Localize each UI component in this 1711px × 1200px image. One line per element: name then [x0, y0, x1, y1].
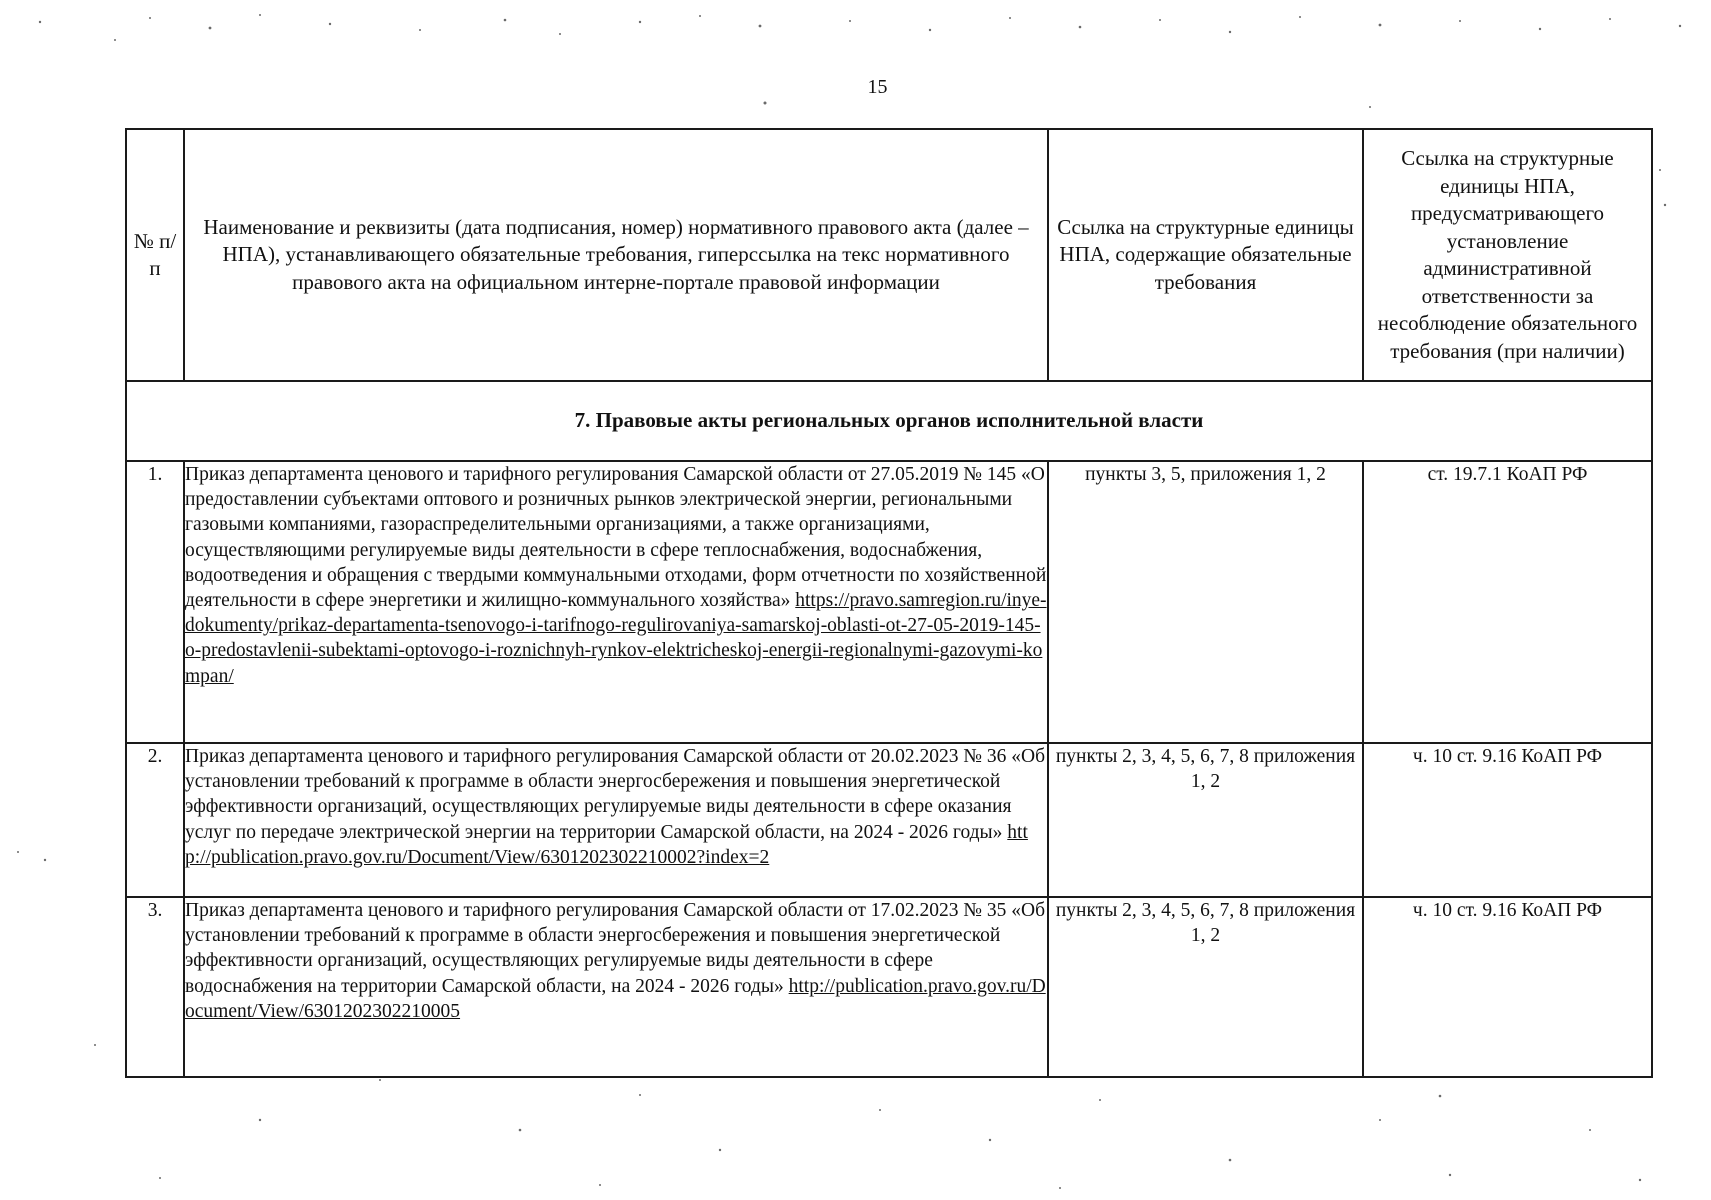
act-description: Приказ департамента ценового и тарифного регулирования Самарской области от 20.02.2023 № 36 «Об установлении требований к программе в области энергосбережения и повышения энергетической эффективности организаций, осуществляющих регулируемые виды деятельности в сфере оказания услуг по передаче электрической энергии на территории Самарской области, на 2024 - 2026 годы» [185, 746, 1046, 843]
responsibility-reference: ч. 10 ст. 9.16 КоАП РФ [1363, 743, 1652, 897]
row-number: 2. [126, 743, 184, 897]
table-row [126, 897, 1652, 1077]
page-number: 15 [867, 76, 888, 98]
act-hyperlink[interactable]: http://publication.pravo.gov.ru/Document/View/6301202302210005 [185, 975, 1046, 1022]
structural-units: пункты 2, 3, 4, 5, 6, 7, 8 приложения 1, 2 [1048, 897, 1363, 1077]
act-description: Приказ департамента ценового и тарифного регулирования Самарской области от 17.02.2023 № 35 «Об установлении требований к программе в области энергосбережения и повышения энергетической эффективности организаций, осуществляющих регулируемые виды деятельности в сфере водоснабжения на территории Самарской области, на 2024 - 2026 годы» [185, 900, 1046, 997]
regulations-table [125, 128, 1653, 1078]
act-cell [184, 897, 1048, 1077]
act-hyperlink[interactable]: http://publication.pravo.gov.ru/Document/View/6301202302210002?index=2 [185, 821, 1028, 868]
row-number: 1. [126, 461, 184, 743]
structural-units: пункты 3, 5, приложения 1, 2 [1048, 461, 1363, 743]
act-hyperlink[interactable]: https://pravo.samregion.ru/inye-dokumenty/prikaz-departamenta-tsenovogo-i-tarifnogo-regulirovaniya-samarskoj-oblasti-ot-27-05-2019-145-o-predostavlenii-subektami-optovogo-i-roznichnyh-rynkov-elektricheskoj-energii-regionalnymi-gazovymi-kompan/ [185, 590, 1047, 687]
header-structural-units: Ссылка на структурные единицы НПА, содержащие обязательные требования [1048, 129, 1363, 381]
responsibility-reference: ст. 19.7.1 КоАП РФ [1363, 461, 1652, 743]
header-act-name: Наименование и реквизиты (дата подписания, номер) нормативного правового акта (далее – НПА), устанавливающего обязательные требования, гиперссылка на текс нормативного правового акта на официальном интерне-портале правовой информации [184, 129, 1048, 381]
header-number: № п/п [126, 129, 184, 381]
responsibility-reference: ч. 10 ст. 9.16 КоАП РФ [1363, 897, 1652, 1077]
table-header-row [126, 129, 1652, 381]
act-description: Приказ департамента ценового и тарифного регулирования Самарской области от 27.05.2019 № 145 «О предоставлении субъектами оптового и розничных рынков электрической энергии, региональными газовыми компаниями, газораспределительными организациями, а также организациями, осуществляющими регулируемые виды деятельности в сфере теплоснабжения, водоснабжения, водоотведения и обращения с твердыми коммунальными отходами, форм отчетности по хозяйственной деятельности в сфере энергетики и жилищно-коммунального хозяйства» [185, 464, 1047, 612]
table-row [126, 461, 1652, 743]
act-cell [184, 743, 1048, 897]
section-row [126, 381, 1652, 461]
header-responsibility: Ссылка на структурные единицы НПА, предусматривающего установление административной ответственности за несоблюдение обязательного требования (при наличии) [1363, 129, 1652, 381]
section-title: 7. Правовые акты региональных органов исполнительной власти [126, 381, 1652, 461]
row-number: 3. [126, 897, 184, 1077]
structural-units: пункты 2, 3, 4, 5, 6, 7, 8 приложения 1, 2 [1048, 743, 1363, 897]
table-row [126, 743, 1652, 897]
act-cell [184, 461, 1048, 743]
